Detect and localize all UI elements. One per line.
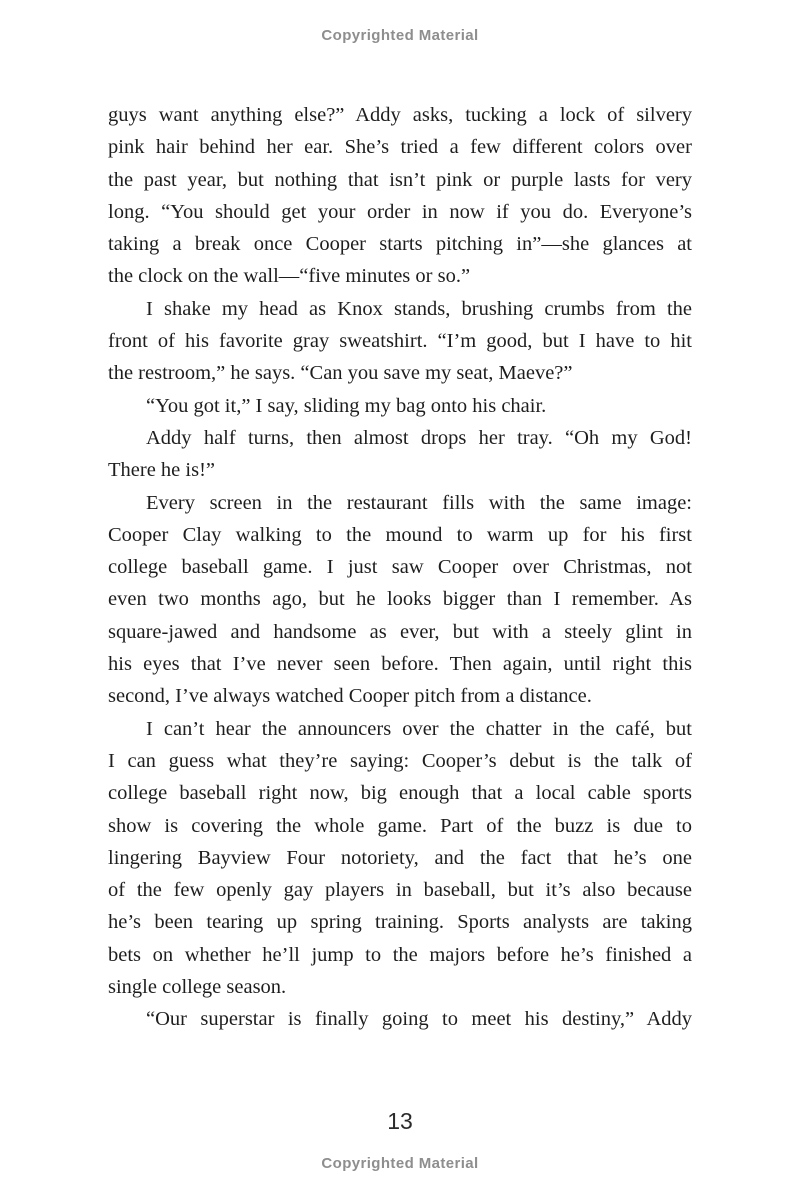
text-line: long. “You should get your order in now if you do. Everyone’s <box>108 200 692 223</box>
page-number: 13 <box>387 1108 413 1134</box>
text-line: Addy half turns, then almost drops her tray. “Oh my God! <box>146 426 692 449</box>
text-line: front of his favorite gray sweatshirt. “I’m good, but I have to hit <box>108 330 692 353</box>
text-line: college baseball game. I just saw Cooper over Christmas, not <box>108 556 692 579</box>
paragraph <box>108 293 692 390</box>
text-line: the clock on the wall—“five minutes or so.” <box>108 265 471 288</box>
text-line: “Our superstar is finally going to meet his destiny,” Addy <box>146 1008 692 1031</box>
paragraph <box>108 422 692 487</box>
text-line: Every screen in the restaurant fills with the same image: <box>146 491 692 514</box>
text-line: single college season. <box>108 976 287 999</box>
text-line: There he is!” <box>108 459 215 482</box>
text-line: his eyes that I’ve never seen before. Then again, until right this <box>108 653 692 676</box>
text-line: college baseball right now, big enough that a local cable sports <box>108 782 692 805</box>
text-line: Cooper Clay walking to the mound to warm up for his first <box>108 523 692 546</box>
text-line: square-jawed and handsome as ever, but with a steely glint in <box>108 620 692 643</box>
text-line: guys want anything else?” Addy asks, tucking a lock of silvery <box>108 104 692 126</box>
page-text <box>108 99 692 1036</box>
text-line: show is covering the whole game. Part of the buzz is due to <box>108 814 692 837</box>
text-line: second, I’ve always watched Cooper pitch from a distance. <box>108 685 592 708</box>
text-line: lingering Bayview Four notoriety, and the fact that he’s one <box>108 846 692 869</box>
text-line: bets on whether he’ll jump to the majors before he’s finished a <box>108 943 692 966</box>
text-line: I shake my head as Knox stands, brushing crumbs from the <box>146 297 692 320</box>
text-line: taking a break once Cooper starts pitching in”—she glances at <box>108 233 692 256</box>
text-line: of the few openly gay players in baseball, but it’s also because <box>108 879 692 902</box>
text-line: I can’t hear the announcers over the chatter in the café, but <box>146 717 692 740</box>
text-line: even two months ago, but he looks bigger than I remember. As <box>108 588 692 611</box>
text-line: I can guess what they’re saying: Cooper’s debut is the talk of <box>108 749 692 772</box>
paragraph <box>108 99 692 293</box>
paragraph <box>108 1003 692 1035</box>
paragraph <box>108 487 692 713</box>
text-line: the restroom,” he says. “Can you save my seat, Maeve?” <box>108 362 573 385</box>
text-line: “You got it,” I say, sliding my bag onto his chair. <box>146 394 547 417</box>
text-line: he’s been tearing up spring training. Sports analysts are taking <box>108 911 692 934</box>
text-line: the past year, but nothing that isn’t pink or purple lasts for very <box>108 168 692 191</box>
paragraph <box>108 713 692 1004</box>
paragraph <box>108 390 692 422</box>
copyright-notice-bottom: Copyrighted Material <box>321 1155 479 1172</box>
text-line: pink hair behind her ear. She’s tried a few different colors over <box>108 136 692 159</box>
copyright-notice-top: Copyrighted Material <box>321 27 479 44</box>
